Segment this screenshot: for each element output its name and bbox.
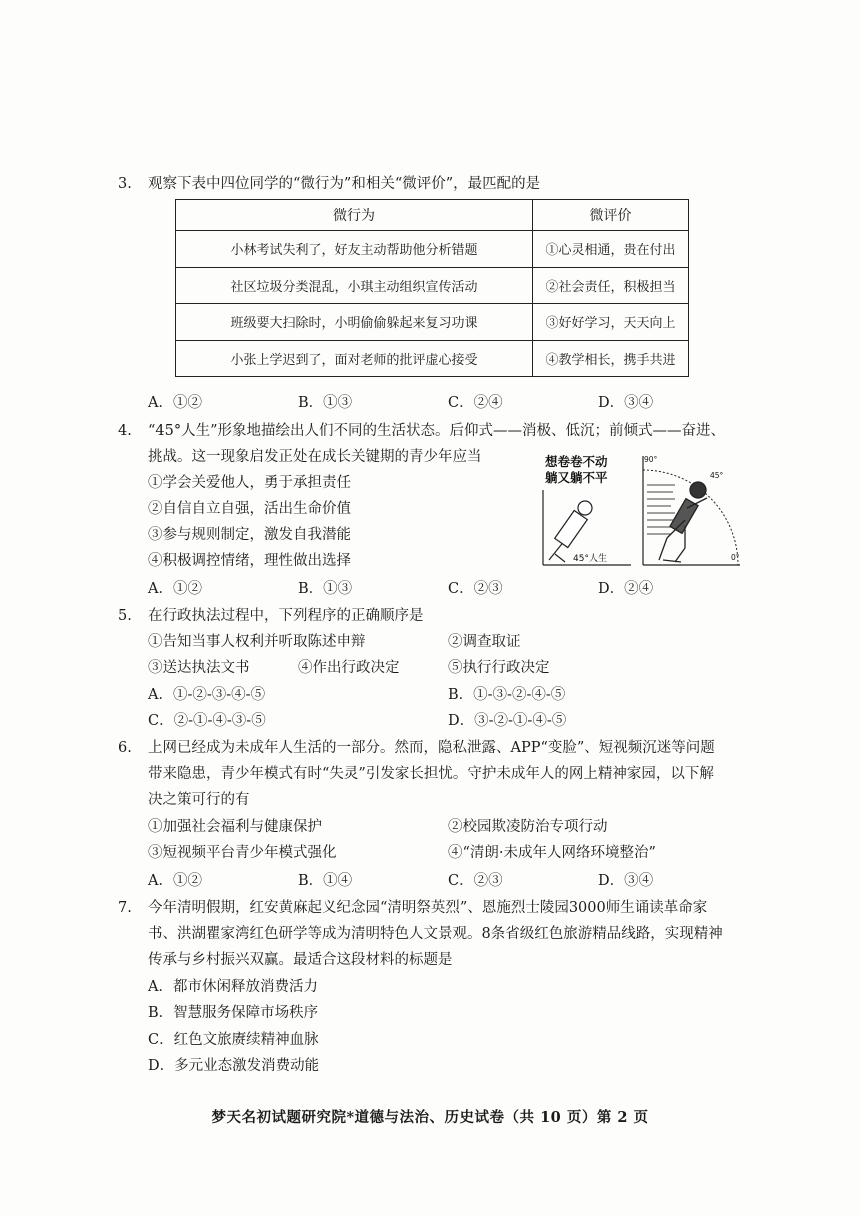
q4-option-a[interactable]: A．①② [148, 581, 202, 597]
question-4-stem-line1: “45°人生”形象地描绘出人们不同的生活状态。后仰式——消极、低沉；前倾式——奋进、 [148, 423, 726, 439]
caption-line1: 想卷卷不动 [545, 454, 608, 469]
q5-option-d[interactable]: D．③-②-①-④-⑤ [448, 713, 567, 729]
q4-item-4: ④积极调控情绪，理性做出选择 [148, 553, 351, 569]
table-cell-behavior: 小林考试失利了，好友主动帮助他分析错题 [176, 231, 533, 268]
q5-item-2: ②调查取证 [448, 634, 521, 650]
table-cell-behavior: 小张上学迟到了，面对老师的批评虚心接受 [176, 340, 533, 377]
label-90: 90° [644, 455, 658, 464]
label-45-life: 45°人生 [573, 554, 607, 564]
table-cell-evaluation: ④教学相长，携手共进 [533, 340, 689, 377]
question-7-stem-line1: 今年清明假期，红安黄麻起义纪念园“清明祭英烈”、恩施烈士陵园3000师生诵读革命家 [148, 900, 708, 916]
forward-leaning-person-icon [659, 482, 707, 562]
question-6-stem-line1: 上网已经成为未成年人生活的一部分。然而，隐私泄露、APP“变脸”、短视频沉迷等问题 [148, 740, 715, 756]
q6-option-c[interactable]: C．②③ [448, 873, 503, 889]
table-row [176, 340, 689, 377]
table-cell-behavior: 社区垃圾分类混乱，小琪主动组织宣传活动 [176, 267, 533, 304]
table-row [176, 304, 689, 341]
question-7-stem-line2: 书、洪湖瞿家湾红色研学等成为清明特色人文景观。8条省级红色旅游精品线路，实现精神 [148, 926, 723, 942]
question-7-number: 7. [118, 900, 132, 916]
q3-option-c[interactable]: C．②④ [448, 395, 503, 411]
q6-option-a[interactable]: A．①② [148, 873, 202, 889]
question-5-number: 5. [118, 608, 132, 624]
q6-option-b[interactable]: B．①④ [298, 873, 353, 889]
q5-item-3: ③送达执法文书 [148, 660, 250, 676]
question-3-stem: 观察下表中四位同学的“微行为”和相关“微评价”，最匹配的是 [148, 176, 541, 192]
q6-option-d[interactable]: D．③④ [598, 873, 654, 889]
caption-line2: 躺又躺不平 [545, 470, 608, 485]
question-4-stem-line2: 挑战。这一现象启发正处在成长关键期的青少年应当 [148, 449, 482, 465]
question-6-stem-line3: 决之策可行的有 [148, 792, 250, 808]
q4-45-degree-life-cartoon [535, 450, 745, 570]
question-5-stem: 在行政执法过程中，下列程序的正确顺序是 [148, 608, 424, 624]
table-row [176, 231, 689, 268]
q3-option-d[interactable]: D．③④ [598, 395, 654, 411]
table-cell-behavior: 班级要大扫除时，小明偷偷躲起来复习功课 [176, 304, 533, 341]
table-cell-evaluation: ①心灵相通，贵在付出 [533, 231, 689, 268]
table-cell-evaluation: ②社会责任，积极担当 [533, 267, 689, 304]
q6-item-1: ①加强社会福利与健康保护 [148, 819, 322, 835]
reclining-person-icon [549, 501, 592, 562]
table-header-evaluation: 微评价 [533, 200, 689, 231]
question-3-number: 3. [118, 176, 132, 192]
question-7-stem-line3: 传承与乡村振兴双赢。最适合这段材料的标题是 [148, 952, 453, 968]
q5-option-c[interactable]: C．②-①-④-③-⑤ [148, 713, 266, 729]
q5-option-a[interactable]: A．①-②-③-④-⑤ [148, 687, 266, 703]
q7-option-c[interactable]: C．红色文旅赓续精神血脉 [148, 1032, 319, 1048]
q7-option-b[interactable]: B．智慧服务保障市场秩序 [148, 1005, 319, 1021]
table-row [176, 267, 689, 304]
table-header-behavior: 微行为 [176, 200, 533, 231]
question-4-number: 4. [118, 423, 132, 439]
q4-option-d[interactable]: D．②④ [598, 581, 654, 597]
q5-item-5: ⑤执行行政决定 [448, 660, 550, 676]
q7-option-a[interactable]: A．都市休闲释放消费活力 [148, 979, 318, 995]
question-6-number: 6. [118, 740, 132, 756]
q5-item-1: ①告知当事人权利并听取陈述申辩 [148, 634, 366, 650]
label-0: 0° [731, 553, 740, 562]
label-45: 45° [710, 471, 724, 480]
q7-option-d[interactable]: D．多元业态激发消费动能 [148, 1058, 320, 1074]
q5-option-b[interactable]: B．①-③-②-④-⑤ [448, 687, 566, 703]
q6-item-2: ②校园欺凌防治专项行动 [448, 819, 608, 835]
q4-option-b[interactable]: B．①③ [298, 581, 353, 597]
q4-item-1: ①学会关爱他人，勇于承担责任 [148, 475, 351, 491]
table-cell-evaluation: ③好好学习，天天向上 [533, 304, 689, 341]
q6-item-3: ③短视频平台青少年模式强化 [148, 845, 337, 861]
q3-match-table [175, 199, 689, 377]
q5-item-4: ④作出行政决定 [298, 660, 400, 676]
q4-option-c[interactable]: C．②③ [448, 581, 503, 597]
q4-item-2: ②自信自立自强，活出生命价值 [148, 501, 351, 517]
q6-item-4: ④“清朗·未成年人网络环境整治” [448, 845, 656, 861]
page-footer: 梦天名初试题研究院*道德与法治、历史试卷（共 10 页）第 2 页 [211, 1109, 649, 1126]
q3-option-b[interactable]: B．①③ [298, 395, 353, 411]
q3-option-a[interactable]: A．①② [148, 395, 202, 411]
question-6-stem-line2: 带来隐患，青少年模式有时“失灵”引发家长担忧。守护未成年人的网上精神家园，以下解 [148, 766, 714, 782]
q4-item-3: ③参与规则制定，激发自我潜能 [148, 527, 351, 543]
